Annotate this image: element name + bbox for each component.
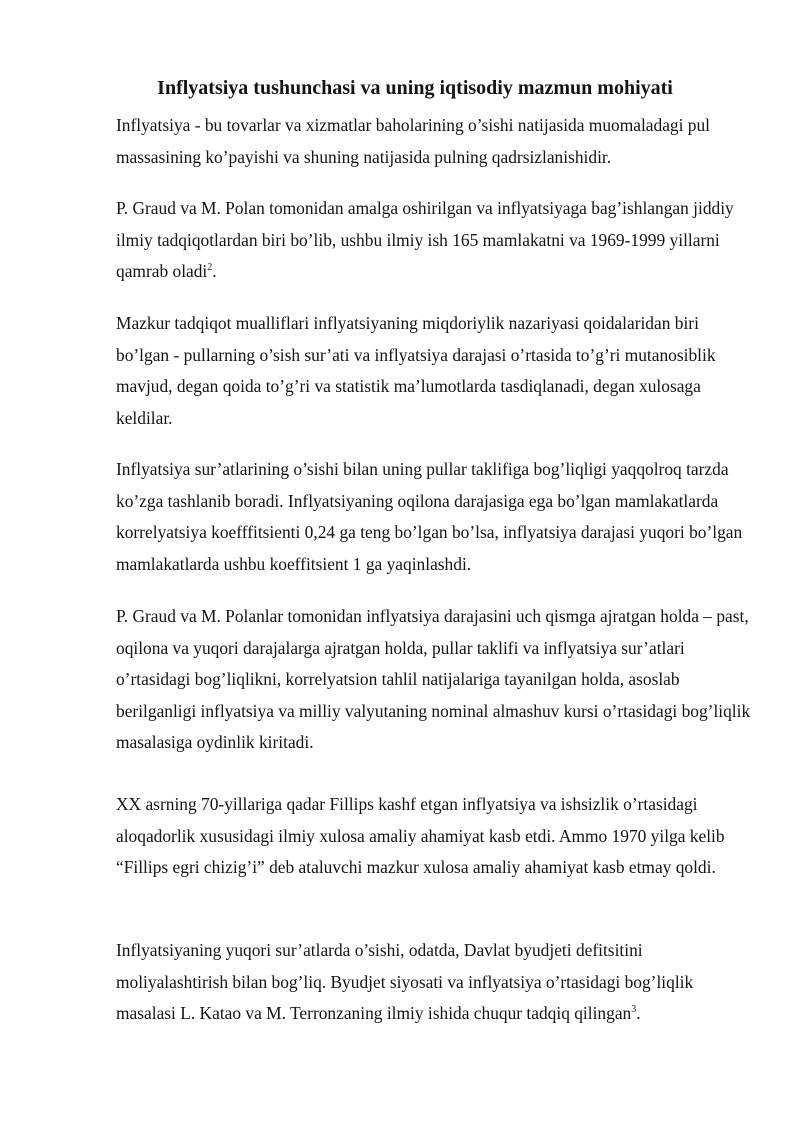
paragraph-quantity-theory <box>116 308 756 434</box>
paragraph-tail: . <box>212 261 217 281</box>
paragraph-text: Inflyatsiya - bu tovarlar va xizmatlar baholarining o’sishi natijasida muomaladagi pul massasining ko’payishi va shuning natijasida pulning qadrsizlanishidir. <box>116 115 711 167</box>
paragraph-inflation-levels <box>116 601 756 759</box>
paragraph-text: XX asrning 70-yillariga qadar Fillips kashf etgan inflyatsiya va ishsizlik o’rtasidagi aloqadorlik xususidagi ilmiy xulosa amaliy ahamiyat kasb etdi. Ammo 1970 yilga kelib “Fillips egri chizig’i” deb ataluvchi mazkur xulosa amaliy ahamiyat kasb etmay qoldi. <box>116 794 725 877</box>
footnote-marker: 2 <box>207 262 213 274</box>
paragraph-text: Inflyatsiyaning yuqori sur’atlarda o’sishi, odatda, Davlat byudjeti defitsitini moliyalashtirish bilan bog’liq. Byudjet siyosati va inflyatsiya o’rtasidagi bog’liqlik masalasi L. Katao va M. Terronzaning ilmiy ishida chuqur tadqiq qilingan <box>116 940 694 1023</box>
paragraph-definition <box>116 110 756 173</box>
paragraph-text: Inflyatsiya sur’atlarining o’sishi bilan uning pullar taklifiga bog’liqligi yaqqolroq tarzda ko’zga tashlanib boradi. Inflyatsiyaning oqilona darajasiga ega bo’lgan mamlakatlarda korrelyatsiya koefffitsienti 0,24 ga teng bo’lgan bo’lsa, inflyatsiya darajasi yuqori bo’lgan mamlakatlarda ushbu koeffitsient 1 ga yaqinlashdi. <box>116 459 743 574</box>
paragraph-graud-polan-study <box>116 193 756 288</box>
paragraph-text: P. Graud va M. Polanlar tomonidan inflyatsiya darajasini uch qismga ajratgan holda – past, oqilona va yuqori darajalarga ajratgan holda, pullar taklifi va inflyatsiya sur’atlari o’rtasidagi bog’liqlikni, korrelyatsion tahlil natijalariga tayanilgan holda, asoslab berilganligi inflyatsiya va milliy valyutaning nominal almashuv kursi o’rtasidagi bog’liqlik masalasiga oydinlik kiritadi. <box>116 606 751 752</box>
document-title: Inflyatsiya tushunchasi va uning iqtisodiy mazmun mohiyati <box>157 77 673 99</box>
footnote-marker: 3 <box>631 1004 637 1016</box>
paragraph-tail: . <box>636 1003 641 1023</box>
paragraph-correlation <box>116 454 756 580</box>
paragraph-budget-policy <box>116 935 756 1030</box>
paragraph-text: P. Graud va M. Polan tomonidan amalga oshirilgan va inflyatsiyaga bag’ishlangan jiddiy ilmiy tadqiqotlardan biri bo’lib, ushbu ilmiy ish 165 mamlakatni va 1969-1999 yillarni qamrab oladi <box>116 198 734 281</box>
paragraph-text: Mazkur tadqiqot mualliflari inflyatsiyaning miqdoriylik nazariyasi qoidalaridan biri bo’lgan - pullarning o’sish sur’ati va inflyatsiya darajasi o’rtasida to’g’ri mutanosiblik mavjud, degan qoida to’g’ri va statistik ma’lumotlarda tasdiqlanadi, degan xulosaga keldilar. <box>116 313 716 428</box>
paragraph-phillips-curve <box>116 789 756 884</box>
